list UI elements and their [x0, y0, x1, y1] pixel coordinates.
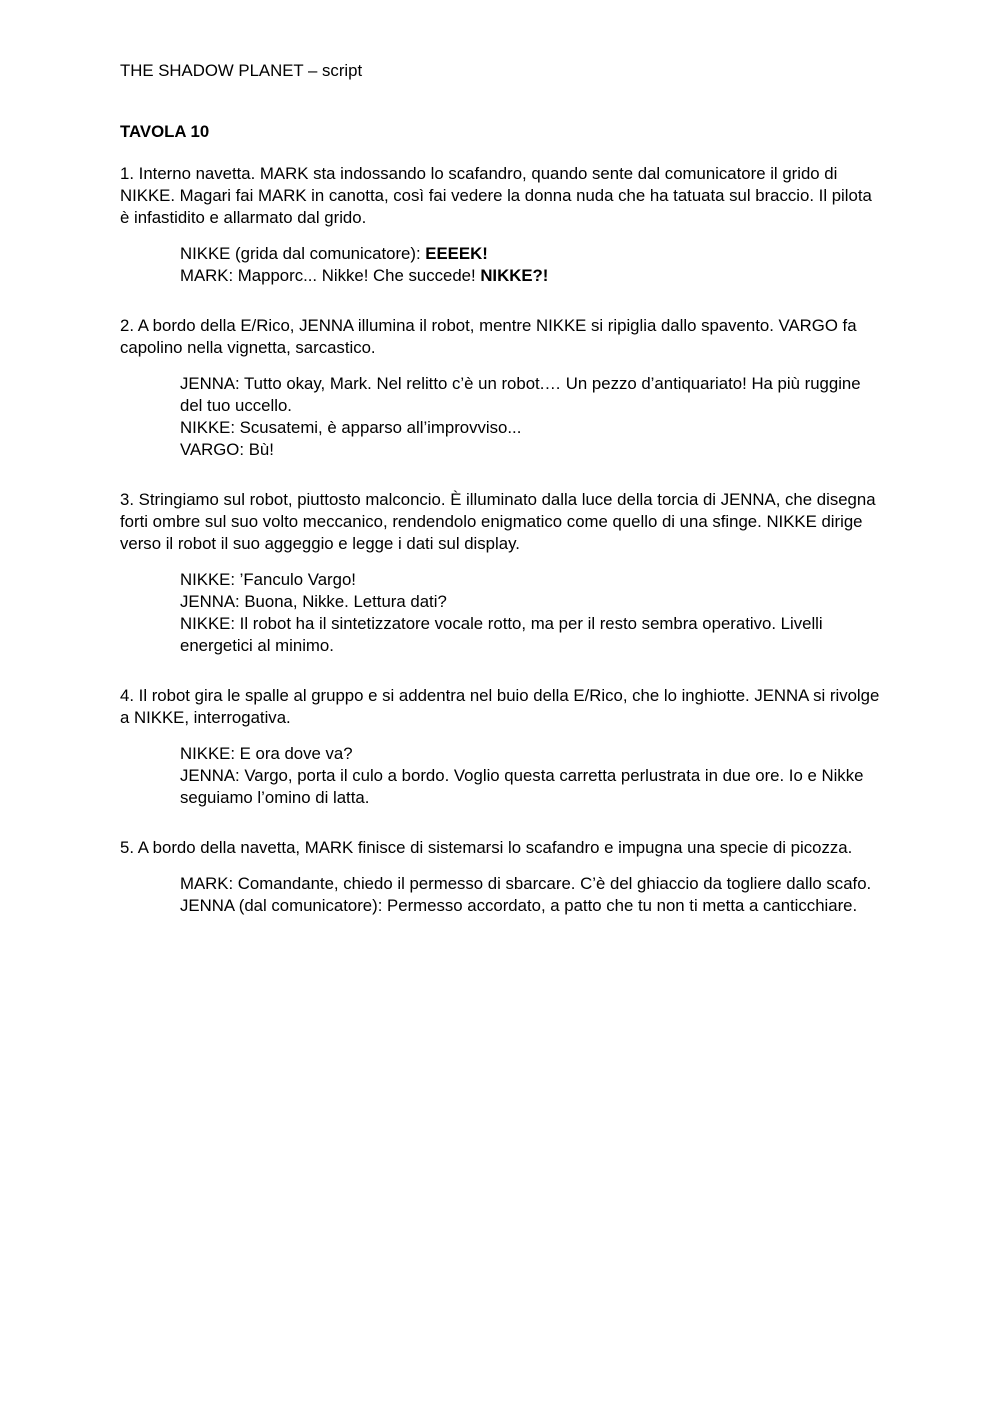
panel-description: 4. Il robot gira le spalle al gruppo e si addentra nel buio della E/Rico, che lo inghiotte. JENNA si rivolge a NIKKE, interrogativa.	[120, 686, 880, 727]
dialogue-line	[180, 417, 882, 439]
dialogue-line	[180, 591, 882, 613]
panel-dialogue	[180, 243, 882, 287]
panel-block	[120, 315, 882, 461]
document-title: THE SHADOW PLANET – script	[120, 61, 363, 80]
dialogue-text: JENNA: Vargo, porta il culo a bordo. Voglio questa carretta perlustrata in due ore. Io e Nikke seguiamo l’omino di latta.	[180, 766, 864, 807]
dialogue-text: VARGO: Bù!	[180, 440, 274, 459]
dialogue-text: NIKKE: E ora dove va?	[180, 744, 353, 763]
dialogue-text: NIKKE: Il robot ha il sintetizzatore vocale rotto, ma per il resto sembra operativo. Livelli energetici al minimo.	[180, 614, 823, 655]
dialogue-line	[180, 895, 882, 917]
panel-description: 3. Stringiamo sul robot, piuttosto malconcio. È illuminato dalla luce della torcia di JENNA, che disegna forti ombre sul suo volto meccanico, rendendolo enigmatico come quello di una sfinge. NIKKE dirige verso il robot il suo aggeggio e legge i dati sul display.	[120, 490, 876, 553]
panel-block	[120, 489, 882, 657]
panel-dialogue	[180, 569, 882, 657]
dialogue-line	[180, 439, 882, 461]
dialogue-text: MARK: Comandante, chiedo il permesso di sbarcare. C’è del ghiaccio da togliere dallo scafo.	[180, 874, 872, 893]
panel-description: 5. A bordo della navetta, MARK finisce di sistemarsi lo scafandro e impugna una specie di picozza.	[120, 838, 853, 857]
dialogue-text: JENNA: Buona, Nikke. Lettura dati?	[180, 592, 447, 611]
dialogue-text: NIKKE: ’Fanculo Vargo!	[180, 570, 356, 589]
dialogue-text: JENNA (dal comunicatore): Permesso accordato, a patto che tu non ti metta a canticchiare.	[180, 896, 858, 915]
dialogue-line	[180, 743, 882, 765]
panel-description: 2. A bordo della E/Rico, JENNA illumina il robot, mentre NIKKE si ripiglia dallo spavento. VARGO fa capolino nella vignetta, sarcastico.	[120, 316, 857, 357]
dialogue-emphasis: NIKKE?!	[480, 266, 549, 285]
dialogue-text: JENNA: Tutto okay, Mark. Nel relitto c’è un robot.… Un pezzo d’antiquariato! Ha più ruggine del tuo uccello.	[180, 374, 861, 415]
dialogue-line	[180, 873, 882, 895]
dialogue-text: MARK: Mapporc... Nikke! Che succede!	[180, 266, 481, 285]
panel-block	[120, 685, 882, 809]
dialogue-line	[180, 373, 882, 417]
dialogue-text: NIKKE: Scusatemi, è apparso all’improvviso...	[180, 418, 522, 437]
panel-dialogue	[180, 873, 882, 917]
dialogue-emphasis: EEEEK!	[425, 244, 488, 263]
dialogue-line	[180, 243, 882, 265]
dialogue-line	[180, 265, 882, 287]
page-heading: TAVOLA 10	[120, 122, 210, 141]
dialogue-line	[180, 613, 882, 657]
panel-block	[120, 163, 882, 287]
dialogue-line	[180, 569, 882, 591]
dialogue-line	[180, 765, 882, 809]
panel-description: 1. Interno navetta. MARK sta indossando lo scafandro, quando sente dal comunicatore il grido di NIKKE. Magari fai MARK in canotta, così fai vedere la donna nuda che ha tatuata sul braccio. Il pilota è infastidito e allarmato dal grido.	[120, 164, 872, 227]
panel-dialogue	[180, 373, 882, 461]
panel-block	[120, 837, 882, 917]
dialogue-text: NIKKE (grida dal comunicatore):	[180, 244, 426, 263]
panel-list	[120, 163, 882, 917]
panel-dialogue	[180, 743, 882, 809]
